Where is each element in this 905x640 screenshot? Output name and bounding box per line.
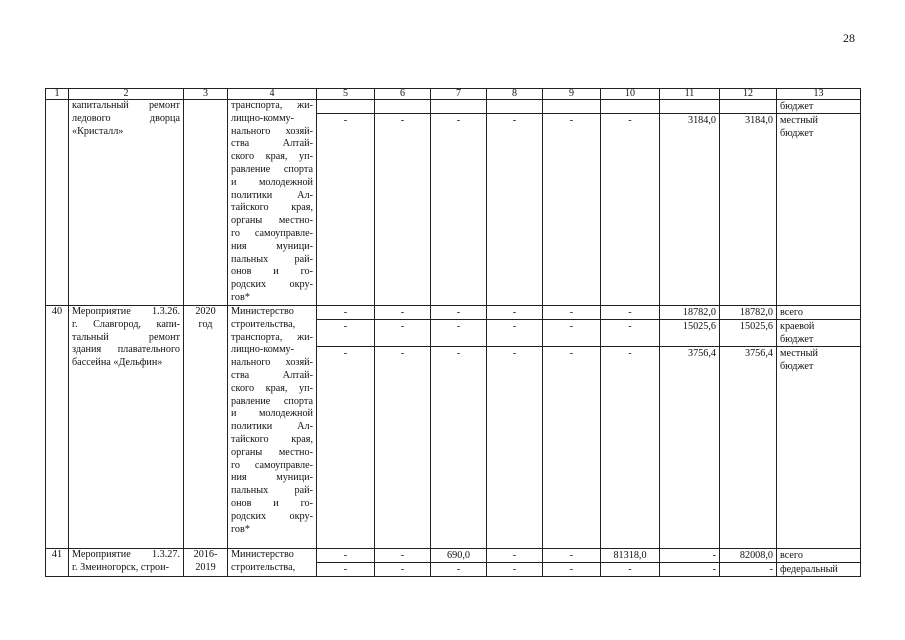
amount-value — [660, 100, 719, 113]
amount-value: - — [343, 307, 348, 318]
executor-line: строительства, — [231, 318, 296, 330]
table-row — [46, 549, 861, 577]
header-cell: 12 — [720, 89, 777, 100]
funding-source: всего — [780, 307, 803, 318]
executor-line: политики Ал- — [231, 421, 313, 433]
amount-cell-c6 — [375, 306, 431, 549]
header-cell: 5 — [317, 89, 375, 100]
executor-line: го самоуправле- — [231, 459, 313, 471]
measure-name-cell — [69, 549, 184, 577]
executor-line: лищно-комму- — [231, 112, 295, 124]
executor-line: ства Алтай- — [231, 369, 313, 381]
period-cell — [184, 100, 228, 306]
funding-source: федеральный — [777, 562, 860, 576]
amount-value — [487, 333, 542, 346]
amount-value: - — [569, 307, 574, 318]
amount-value: - — [601, 346, 659, 360]
amount-value — [660, 333, 719, 346]
amount-value: - — [431, 346, 486, 360]
amount-value: - — [375, 562, 430, 576]
amount-value: - — [456, 307, 461, 318]
executor-line: лищно-комму- — [231, 344, 295, 356]
amount-value: - — [601, 319, 659, 333]
period-cell — [184, 549, 228, 577]
amount-value: - — [543, 319, 600, 333]
row-number-cell: 41 — [46, 549, 69, 577]
amount-value — [720, 333, 776, 346]
amount-value: - — [487, 319, 542, 333]
amount-cell-c5 — [317, 100, 375, 306]
executor-line: равление спорта — [231, 395, 313, 407]
amount-value: 15025,6 — [720, 319, 776, 333]
amount-value — [720, 100, 776, 113]
executor-line: и молодежной — [231, 408, 313, 420]
amount-value: 3756,4 — [720, 346, 776, 360]
amount-value: 18782,0 — [682, 307, 716, 318]
amount-value: - — [712, 550, 716, 561]
executor-line: гов* — [231, 523, 250, 535]
funding-source: бюджет — [780, 334, 814, 345]
amount-value: - — [400, 550, 405, 561]
executor-line: Министерство — [231, 306, 294, 317]
amount-cell-c10 — [601, 100, 660, 306]
amount-value — [431, 360, 486, 373]
amount-value — [543, 127, 600, 140]
amount-value — [543, 333, 600, 346]
executor-line: нального хозяй- — [231, 357, 313, 369]
amount-value — [317, 360, 374, 373]
amount-cell-c8 — [487, 100, 543, 306]
amount-value: - — [512, 307, 517, 318]
row-number-cell: 40 — [46, 306, 69, 549]
amount-value: 3756,4 — [660, 346, 719, 360]
measure-name-line: капитальный ремонт — [72, 100, 180, 111]
amount-cell-c12 — [720, 549, 777, 577]
measure-name-line: «Кристалл» — [72, 125, 124, 137]
amount-value — [317, 127, 374, 140]
amount-value: - — [317, 113, 374, 127]
header-cell: 9 — [543, 89, 601, 100]
amount-cell-c5 — [317, 549, 375, 577]
executor-line: го самоуправле- — [231, 227, 313, 239]
amount-value: - — [512, 550, 517, 561]
executor-line: онов и го- — [231, 266, 313, 278]
period-cell — [184, 306, 228, 549]
funding-source: всего — [780, 550, 803, 561]
executor-line: равление спорта — [231, 163, 313, 175]
funding-source: местный — [777, 346, 860, 360]
executor-line: органы местно- — [231, 215, 313, 227]
amount-cell-c12 — [720, 100, 777, 306]
amount-cell-c7 — [431, 100, 487, 306]
amount-value — [375, 100, 430, 113]
program-table — [45, 88, 861, 577]
amount-value — [487, 360, 542, 373]
funding-source-cell — [777, 306, 861, 549]
amount-value — [431, 333, 486, 346]
amount-value: - — [343, 550, 348, 561]
funding-source-cell — [777, 549, 861, 577]
amount-value: - — [569, 550, 574, 561]
amount-value: - — [487, 113, 542, 127]
executor-line: политики Ал- — [231, 189, 313, 201]
executor-cell — [228, 100, 317, 306]
amount-value: - — [543, 346, 600, 360]
amount-value — [543, 100, 600, 113]
amount-value: - — [601, 562, 659, 576]
header-row — [46, 89, 861, 100]
amount-value: 81318,0 — [613, 550, 647, 561]
amount-value: - — [431, 113, 486, 127]
amount-value: - — [431, 319, 486, 333]
amount-value — [487, 100, 542, 113]
executor-line: органы местно- — [231, 446, 313, 458]
executor-line: тайского края, — [231, 202, 313, 214]
amount-cell-c8 — [487, 549, 543, 577]
executor-line: ния муници- — [231, 240, 313, 252]
header-cell: 13 — [777, 89, 861, 100]
amount-cell-c11 — [660, 306, 720, 549]
amount-cell-c9 — [543, 100, 601, 306]
period-line: 2016- — [193, 549, 218, 560]
amount-cell-c12 — [720, 306, 777, 549]
amount-value: - — [400, 307, 405, 318]
amount-cell-c10 — [601, 549, 660, 577]
executor-line: строительства, — [231, 561, 296, 573]
executor-line: пальных рай- — [231, 485, 313, 497]
amount-value: - — [543, 562, 600, 576]
measure-name-cell — [69, 100, 184, 306]
header-cell: 11 — [660, 89, 720, 100]
period-line: 2020 — [195, 306, 216, 317]
measure-name-cell — [69, 306, 184, 549]
executor-line: ского края, уп- — [231, 382, 313, 394]
funding-source-cell — [777, 100, 861, 306]
amount-value: - — [601, 113, 659, 127]
executor-line: транспорта, жи- — [231, 331, 313, 343]
amount-value — [431, 100, 486, 113]
header-cell: 2 — [69, 89, 184, 100]
amount-value — [720, 360, 776, 373]
amount-value: - — [487, 562, 542, 576]
executor-line: пальных рай- — [231, 253, 313, 265]
amount-value — [375, 333, 430, 346]
amount-cell-c7 — [431, 306, 487, 549]
amount-cell-c10 — [601, 306, 660, 549]
table-row — [46, 100, 861, 306]
amount-value — [720, 127, 776, 140]
executor-line: ского края, уп- — [231, 151, 313, 163]
amount-value: - — [660, 562, 719, 576]
amount-cell-c11 — [660, 549, 720, 577]
amount-value: 3184,0 — [720, 113, 776, 127]
period-line: 2019 — [195, 561, 216, 573]
amount-value: 82008,0 — [739, 550, 773, 561]
amount-value: 15025,6 — [660, 319, 719, 333]
executor-line: и молодежной — [231, 176, 313, 188]
row-number-cell — [46, 100, 69, 306]
measure-name-line: Мероприятие 1.3.27. — [72, 549, 180, 560]
amount-value — [317, 333, 374, 346]
executor-line: родских окру- — [231, 510, 313, 522]
executor-line: родских окру- — [231, 279, 313, 291]
measure-name-line: Мероприятие 1.3.26. — [72, 306, 180, 317]
header-cell: 4 — [228, 89, 317, 100]
amount-value — [660, 360, 719, 373]
funding-source: местный — [777, 113, 860, 127]
measure-name-line: ледового дворца — [72, 112, 180, 124]
amount-value — [431, 127, 486, 140]
amount-value: 18782,0 — [739, 307, 773, 318]
amount-cell-c9 — [543, 306, 601, 549]
amount-cell-c7 — [431, 549, 487, 577]
header-cell: 6 — [375, 89, 431, 100]
header-cell: 3 — [184, 89, 228, 100]
amount-value — [601, 127, 659, 140]
executor-cell — [228, 306, 317, 549]
amount-cell-c11 — [660, 100, 720, 306]
measure-name-line: здания плавательного — [72, 344, 180, 356]
amount-cell-c9 — [543, 549, 601, 577]
executor-line: нального хозяй- — [231, 125, 313, 137]
measure-name-line: тальный ремонт — [72, 331, 180, 343]
header-cell: 8 — [487, 89, 543, 100]
amount-value: - — [431, 562, 486, 576]
amount-value — [317, 100, 374, 113]
measure-name-line: г. Змеиногорск, строи- — [72, 561, 169, 573]
table-row — [46, 306, 861, 549]
measure-name-line: бассейна «Дельфин» — [72, 357, 163, 369]
amount-value: - — [317, 319, 374, 333]
amount-value: - — [543, 113, 600, 127]
executor-line: транспорта, жи- — [231, 100, 313, 111]
amount-value: - — [720, 562, 776, 576]
amount-value: - — [375, 346, 430, 360]
amount-value: - — [317, 346, 374, 360]
header-cell: 10 — [601, 89, 660, 100]
executor-cell — [228, 549, 317, 577]
funding-source: бюджет — [780, 361, 814, 372]
amount-value — [375, 127, 430, 140]
executor-line: ния муници- — [231, 472, 313, 484]
amount-value: - — [375, 319, 430, 333]
executor-line: тайского края, — [231, 433, 313, 445]
amount-value — [487, 127, 542, 140]
amount-value — [660, 127, 719, 140]
funding-source: бюджет — [780, 128, 814, 139]
executor-line: Министерство — [231, 549, 294, 560]
executor-line: гов* — [231, 291, 250, 303]
funding-source: бюджет — [780, 101, 814, 112]
amount-value: 690,0 — [447, 550, 470, 561]
amount-cell-c6 — [375, 100, 431, 306]
amount-value: - — [317, 562, 374, 576]
amount-value: - — [375, 113, 430, 127]
amount-value — [601, 333, 659, 346]
amount-cell-c8 — [487, 306, 543, 549]
funding-source: краевой — [777, 319, 860, 333]
amount-value — [601, 360, 659, 373]
measure-name-line: г. Славгород, капи- — [72, 318, 180, 330]
period-line: год — [198, 318, 213, 330]
page-number: 28 — [843, 31, 855, 45]
amount-value — [543, 360, 600, 373]
executor-line: онов и го- — [231, 497, 313, 509]
amount-cell-c6 — [375, 549, 431, 577]
header-cell: 7 — [431, 89, 487, 100]
executor-line: ства Алтай- — [231, 138, 313, 150]
amount-value: - — [628, 307, 632, 318]
amount-value: - — [487, 346, 542, 360]
amount-value — [601, 100, 659, 113]
amount-cell-c5 — [317, 306, 375, 549]
amount-value: 3184,0 — [660, 113, 719, 127]
amount-value — [375, 360, 430, 373]
header-cell: 1 — [46, 89, 69, 100]
